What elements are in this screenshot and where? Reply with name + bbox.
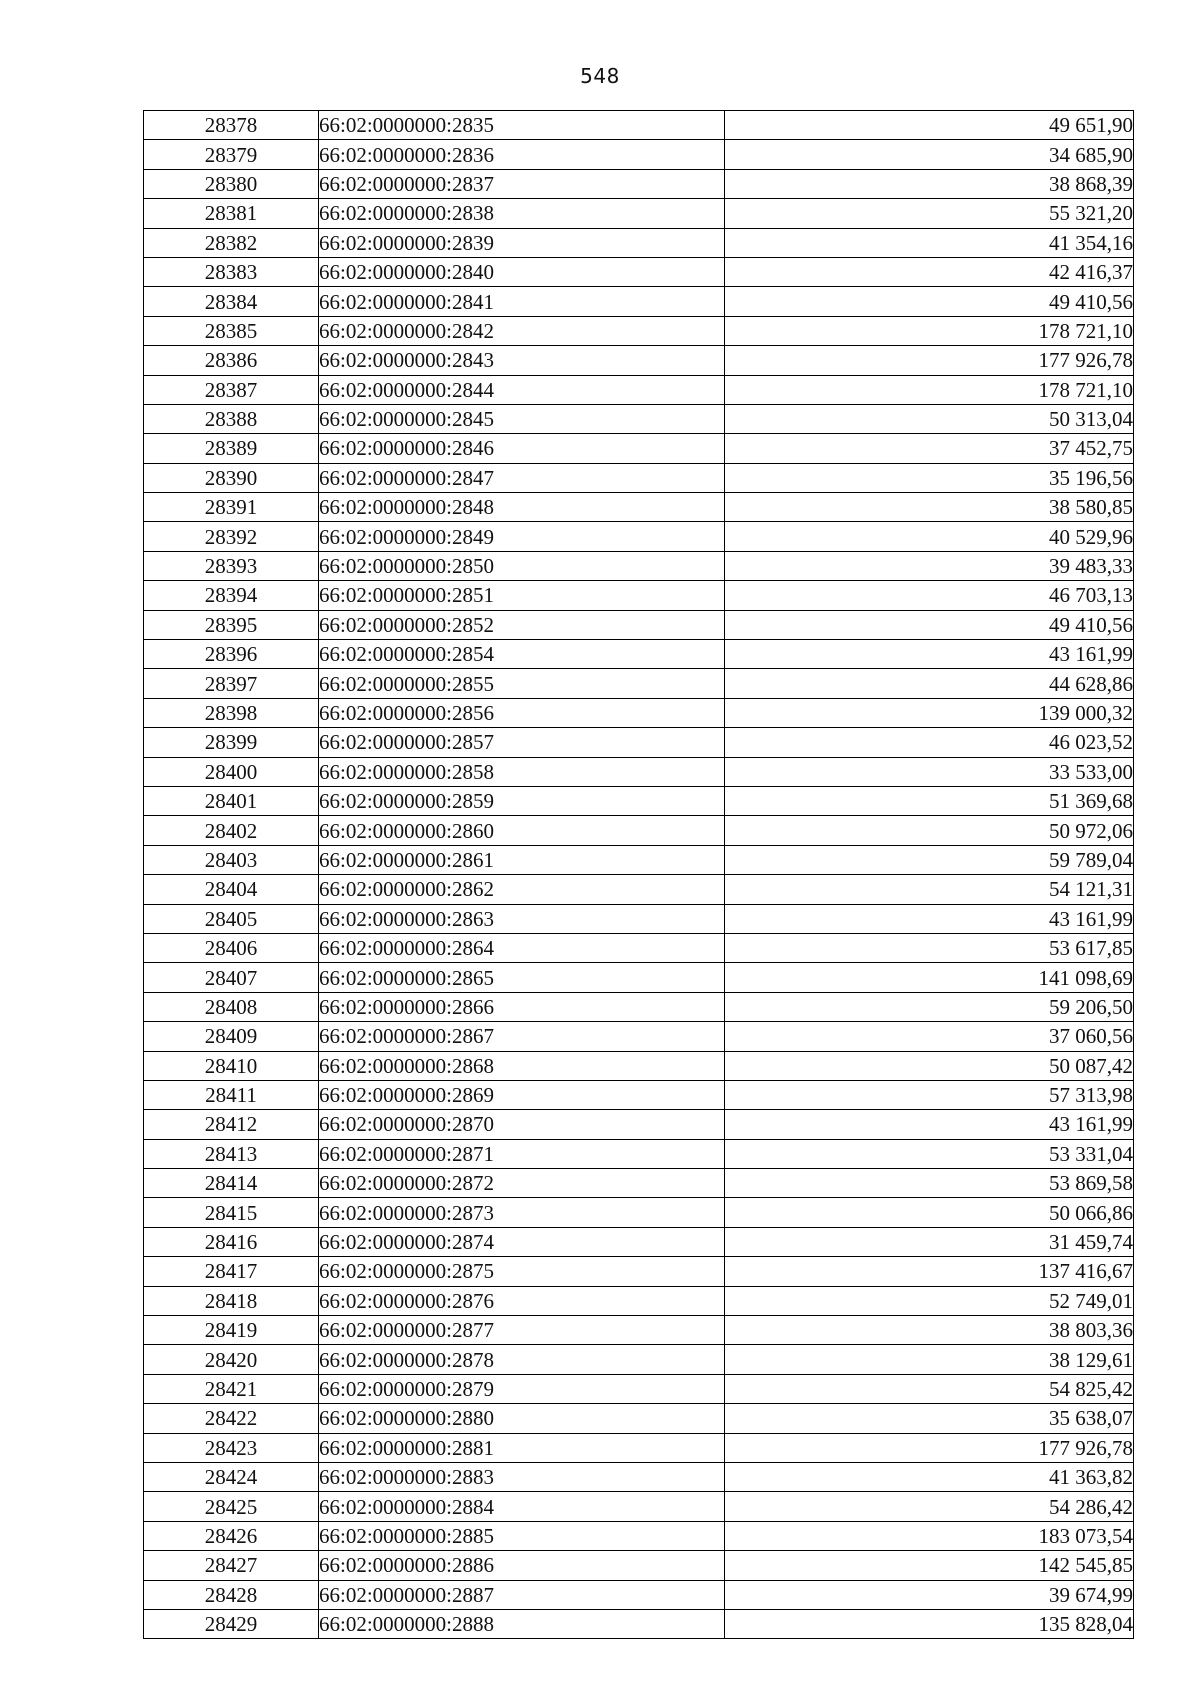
cadastral-value-cell: 54 825,42 xyxy=(725,1374,1134,1403)
cadastral-number-cell: 66:02:0000000:2836 xyxy=(319,140,725,169)
cadastral-number-cell: 66:02:0000000:2859 xyxy=(319,786,725,815)
table-row xyxy=(144,963,1134,992)
cadastral-value-cell: 49 410,56 xyxy=(725,610,1134,639)
table-row xyxy=(144,581,1134,610)
cadastral-value-cell: 137 416,67 xyxy=(725,1257,1134,1286)
cadastral-number-cell: 66:02:0000000:2886 xyxy=(319,1551,725,1580)
cadastral-value-cell: 42 416,37 xyxy=(725,257,1134,286)
cadastral-value-cell: 53 869,58 xyxy=(725,1169,1134,1198)
cadastral-number-cell: 66:02:0000000:2874 xyxy=(319,1227,725,1256)
cadastral-value-cell: 35 638,07 xyxy=(725,1404,1134,1433)
row-number-cell: 28429 xyxy=(144,1609,319,1638)
row-number-cell: 28391 xyxy=(144,493,319,522)
cadastral-value-cell: 33 533,00 xyxy=(725,757,1134,786)
cadastral-value-cell: 37 452,75 xyxy=(725,434,1134,463)
row-number-cell: 28415 xyxy=(144,1198,319,1227)
row-number-cell: 28425 xyxy=(144,1492,319,1521)
row-number-cell: 28388 xyxy=(144,404,319,433)
row-number-cell: 28409 xyxy=(144,1022,319,1051)
page-number: 548 xyxy=(580,64,620,88)
cadastral-number-cell: 66:02:0000000:2880 xyxy=(319,1404,725,1433)
row-number-cell: 28390 xyxy=(144,463,319,492)
cadastral-number-cell: 66:02:0000000:2841 xyxy=(319,287,725,316)
row-number-cell: 28400 xyxy=(144,757,319,786)
table-row xyxy=(144,933,1134,962)
cadastral-value-cell: 43 161,99 xyxy=(725,640,1134,669)
cadastral-number-cell: 66:02:0000000:2872 xyxy=(319,1169,725,1198)
cadastral-number-cell: 66:02:0000000:2864 xyxy=(319,933,725,962)
row-number-cell: 28414 xyxy=(144,1169,319,1198)
table-row xyxy=(144,1521,1134,1550)
cadastral-number-cell: 66:02:0000000:2883 xyxy=(319,1462,725,1491)
cadastral-value-cell: 55 321,20 xyxy=(725,199,1134,228)
row-number-cell: 28413 xyxy=(144,1139,319,1168)
cadastral-number-cell: 66:02:0000000:2835 xyxy=(319,111,725,140)
table-row xyxy=(144,522,1134,551)
cadastral-number-cell: 66:02:0000000:2887 xyxy=(319,1580,725,1609)
cadastral-value-cell: 37 060,56 xyxy=(725,1022,1134,1051)
table-row xyxy=(144,1609,1134,1638)
cadastral-value-cell: 183 073,54 xyxy=(725,1521,1134,1550)
cadastral-value-cell: 178 721,10 xyxy=(725,375,1134,404)
table-row xyxy=(144,1257,1134,1286)
cadastral-number-cell: 66:02:0000000:2878 xyxy=(319,1345,725,1374)
cadastral-value-cell: 54 286,42 xyxy=(725,1492,1134,1521)
cadastral-number-cell: 66:02:0000000:2837 xyxy=(319,169,725,198)
cadastral-number-cell: 66:02:0000000:2862 xyxy=(319,875,725,904)
table-row xyxy=(144,1198,1134,1227)
cadastral-number-cell: 66:02:0000000:2861 xyxy=(319,845,725,874)
row-number-cell: 28423 xyxy=(144,1433,319,1462)
table-row xyxy=(144,1345,1134,1374)
table-row xyxy=(144,904,1134,933)
table-row xyxy=(144,1139,1134,1168)
cadastral-value-cell: 50 087,42 xyxy=(725,1051,1134,1080)
cadastral-number-cell: 66:02:0000000:2885 xyxy=(319,1521,725,1550)
table-row xyxy=(144,816,1134,845)
cadastral-value-cell: 38 129,61 xyxy=(725,1345,1134,1374)
cadastral-value-cell: 39 483,33 xyxy=(725,551,1134,580)
table-row xyxy=(144,169,1134,198)
row-number-cell: 28412 xyxy=(144,1110,319,1139)
cadastral-number-cell: 66:02:0000000:2863 xyxy=(319,904,725,933)
row-number-cell: 28408 xyxy=(144,992,319,1021)
row-number-cell: 28397 xyxy=(144,669,319,698)
cadastral-value-cell: 139 000,32 xyxy=(725,698,1134,727)
row-number-cell: 28427 xyxy=(144,1551,319,1580)
cadastral-value-cell: 53 617,85 xyxy=(725,933,1134,962)
cadastral-number-cell: 66:02:0000000:2881 xyxy=(319,1433,725,1462)
row-number-cell: 28394 xyxy=(144,581,319,610)
table-row xyxy=(144,875,1134,904)
cadastral-number-cell: 66:02:0000000:2884 xyxy=(319,1492,725,1521)
table-row xyxy=(144,1462,1134,1491)
table-row xyxy=(144,757,1134,786)
cadastral-number-cell: 66:02:0000000:2848 xyxy=(319,493,725,522)
cadastral-number-cell: 66:02:0000000:2854 xyxy=(319,640,725,669)
cadastral-number-cell: 66:02:0000000:2871 xyxy=(319,1139,725,1168)
table-row xyxy=(144,140,1134,169)
table-row xyxy=(144,1080,1134,1109)
cadastral-number-cell: 66:02:0000000:2846 xyxy=(319,434,725,463)
table-row xyxy=(144,845,1134,874)
row-number-cell: 28399 xyxy=(144,728,319,757)
cadastral-value-cell: 38 868,39 xyxy=(725,169,1134,198)
cadastral-value-cell: 49 651,90 xyxy=(725,111,1134,140)
cadastral-value-cell: 50 313,04 xyxy=(725,404,1134,433)
cadastral-number-cell: 66:02:0000000:2844 xyxy=(319,375,725,404)
cadastral-value-cell: 59 789,04 xyxy=(725,845,1134,874)
row-number-cell: 28401 xyxy=(144,786,319,815)
cadastral-value-table xyxy=(143,110,1134,1639)
row-number-cell: 28387 xyxy=(144,375,319,404)
table-row xyxy=(144,1551,1134,1580)
cadastral-value-cell: 57 313,98 xyxy=(725,1080,1134,1109)
cadastral-value-cell: 178 721,10 xyxy=(725,316,1134,345)
table-row xyxy=(144,728,1134,757)
row-number-cell: 28421 xyxy=(144,1374,319,1403)
row-number-cell: 28382 xyxy=(144,228,319,257)
row-number-cell: 28386 xyxy=(144,346,319,375)
cadastral-number-cell: 66:02:0000000:2873 xyxy=(319,1198,725,1227)
row-number-cell: 28419 xyxy=(144,1316,319,1345)
row-number-cell: 28428 xyxy=(144,1580,319,1609)
table-row xyxy=(144,992,1134,1021)
cadastral-value-cell: 51 369,68 xyxy=(725,786,1134,815)
row-number-cell: 28405 xyxy=(144,904,319,933)
table-row xyxy=(144,786,1134,815)
cadastral-number-cell: 66:02:0000000:2851 xyxy=(319,581,725,610)
cadastral-value-cell: 50 972,06 xyxy=(725,816,1134,845)
cadastral-value-cell: 50 066,86 xyxy=(725,1198,1134,1227)
cadastral-value-cell: 41 363,82 xyxy=(725,1462,1134,1491)
cadastral-value-cell: 59 206,50 xyxy=(725,992,1134,1021)
cadastral-value-cell: 49 410,56 xyxy=(725,287,1134,316)
row-number-cell: 28389 xyxy=(144,434,319,463)
table-row xyxy=(144,434,1134,463)
cadastral-value-cell: 44 628,86 xyxy=(725,669,1134,698)
cadastral-number-cell: 66:02:0000000:2847 xyxy=(319,463,725,492)
row-number-cell: 28385 xyxy=(144,316,319,345)
cadastral-number-cell: 66:02:0000000:2855 xyxy=(319,669,725,698)
row-number-cell: 28418 xyxy=(144,1286,319,1315)
cadastral-number-cell: 66:02:0000000:2869 xyxy=(319,1080,725,1109)
cadastral-value-cell: 46 023,52 xyxy=(725,728,1134,757)
row-number-cell: 28404 xyxy=(144,875,319,904)
cadastral-value-cell: 34 685,90 xyxy=(725,140,1134,169)
table-row xyxy=(144,1227,1134,1256)
cadastral-value-cell: 41 354,16 xyxy=(725,228,1134,257)
cadastral-value-cell: 38 803,36 xyxy=(725,1316,1134,1345)
cadastral-number-cell: 66:02:0000000:2840 xyxy=(319,257,725,286)
table-row xyxy=(144,287,1134,316)
cadastral-number-cell: 66:02:0000000:2866 xyxy=(319,992,725,1021)
table-row xyxy=(144,1169,1134,1198)
row-number-cell: 28424 xyxy=(144,1462,319,1491)
cadastral-value-cell: 31 459,74 xyxy=(725,1227,1134,1256)
cadastral-value-cell: 177 926,78 xyxy=(725,346,1134,375)
row-number-cell: 28384 xyxy=(144,287,319,316)
table-row xyxy=(144,316,1134,345)
table-row xyxy=(144,1433,1134,1462)
row-number-cell: 28420 xyxy=(144,1345,319,1374)
cadastral-number-cell: 66:02:0000000:2870 xyxy=(319,1110,725,1139)
table-row xyxy=(144,199,1134,228)
cadastral-value-cell: 54 121,31 xyxy=(725,875,1134,904)
cadastral-number-cell: 66:02:0000000:2857 xyxy=(319,728,725,757)
cadastral-value-cell: 46 703,13 xyxy=(725,581,1134,610)
cadastral-value-cell: 52 749,01 xyxy=(725,1286,1134,1315)
row-number-cell: 28411 xyxy=(144,1080,319,1109)
table-row xyxy=(144,493,1134,522)
table-row xyxy=(144,463,1134,492)
table-row xyxy=(144,1022,1134,1051)
row-number-cell: 28403 xyxy=(144,845,319,874)
row-number-cell: 28393 xyxy=(144,551,319,580)
table-row xyxy=(144,640,1134,669)
table-row xyxy=(144,551,1134,580)
cadastral-number-cell: 66:02:0000000:2842 xyxy=(319,316,725,345)
table-row xyxy=(144,610,1134,639)
table-row xyxy=(144,1374,1134,1403)
cadastral-number-cell: 66:02:0000000:2852 xyxy=(319,610,725,639)
cadastral-number-cell: 66:02:0000000:2867 xyxy=(319,1022,725,1051)
table-row xyxy=(144,228,1134,257)
cadastral-number-cell: 66:02:0000000:2849 xyxy=(319,522,725,551)
row-number-cell: 28410 xyxy=(144,1051,319,1080)
cadastral-number-cell: 66:02:0000000:2868 xyxy=(319,1051,725,1080)
row-number-cell: 28380 xyxy=(144,169,319,198)
row-number-cell: 28379 xyxy=(144,140,319,169)
cadastral-value-cell: 141 098,69 xyxy=(725,963,1134,992)
cadastral-number-cell: 66:02:0000000:2876 xyxy=(319,1286,725,1315)
row-number-cell: 28396 xyxy=(144,640,319,669)
table-row xyxy=(144,1404,1134,1433)
row-number-cell: 28381 xyxy=(144,199,319,228)
cadastral-value-cell: 39 674,99 xyxy=(725,1580,1134,1609)
cadastral-number-cell: 66:02:0000000:2865 xyxy=(319,963,725,992)
cadastral-number-cell: 66:02:0000000:2850 xyxy=(319,551,725,580)
table-row xyxy=(144,1492,1134,1521)
table-row xyxy=(144,669,1134,698)
cadastral-value-cell: 135 828,04 xyxy=(725,1609,1134,1638)
row-number-cell: 28383 xyxy=(144,257,319,286)
cadastral-number-cell: 66:02:0000000:2875 xyxy=(319,1257,725,1286)
row-number-cell: 28378 xyxy=(144,111,319,140)
cadastral-number-cell: 66:02:0000000:2843 xyxy=(319,346,725,375)
cadastral-value-cell: 177 926,78 xyxy=(725,1433,1134,1462)
cadastral-number-cell: 66:02:0000000:2877 xyxy=(319,1316,725,1345)
cadastral-value-cell: 35 196,56 xyxy=(725,463,1134,492)
cadastral-number-cell: 66:02:0000000:2879 xyxy=(319,1374,725,1403)
table-row xyxy=(144,698,1134,727)
cadastral-value-cell: 40 529,96 xyxy=(725,522,1134,551)
table-row xyxy=(144,257,1134,286)
cadastral-number-cell: 66:02:0000000:2858 xyxy=(319,757,725,786)
table-row xyxy=(144,375,1134,404)
table-row xyxy=(144,404,1134,433)
row-number-cell: 28402 xyxy=(144,816,319,845)
row-number-cell: 28426 xyxy=(144,1521,319,1550)
table-row xyxy=(144,1286,1134,1315)
table-row xyxy=(144,1110,1134,1139)
cadastral-value-cell: 43 161,99 xyxy=(725,904,1134,933)
cadastral-value-cell: 142 545,85 xyxy=(725,1551,1134,1580)
cadastral-number-cell: 66:02:0000000:2888 xyxy=(319,1609,725,1638)
row-number-cell: 28422 xyxy=(144,1404,319,1433)
cadastral-value-cell: 38 580,85 xyxy=(725,493,1134,522)
cadastral-number-cell: 66:02:0000000:2838 xyxy=(319,199,725,228)
table-row xyxy=(144,1316,1134,1345)
row-number-cell: 28407 xyxy=(144,963,319,992)
cadastral-value-cell: 53 331,04 xyxy=(725,1139,1134,1168)
row-number-cell: 28416 xyxy=(144,1227,319,1256)
cadastral-value-cell: 43 161,99 xyxy=(725,1110,1134,1139)
row-number-cell: 28406 xyxy=(144,933,319,962)
row-number-cell: 28398 xyxy=(144,698,319,727)
row-number-cell: 28392 xyxy=(144,522,319,551)
table-row xyxy=(144,111,1134,140)
table-body xyxy=(144,111,1134,1639)
cadastral-number-cell: 66:02:0000000:2845 xyxy=(319,404,725,433)
cadastral-number-cell: 66:02:0000000:2860 xyxy=(319,816,725,845)
table-row xyxy=(144,1051,1134,1080)
cadastral-number-cell: 66:02:0000000:2839 xyxy=(319,228,725,257)
row-number-cell: 28395 xyxy=(144,610,319,639)
table-row xyxy=(144,346,1134,375)
cadastral-number-cell: 66:02:0000000:2856 xyxy=(319,698,725,727)
row-number-cell: 28417 xyxy=(144,1257,319,1286)
table-row xyxy=(144,1580,1134,1609)
